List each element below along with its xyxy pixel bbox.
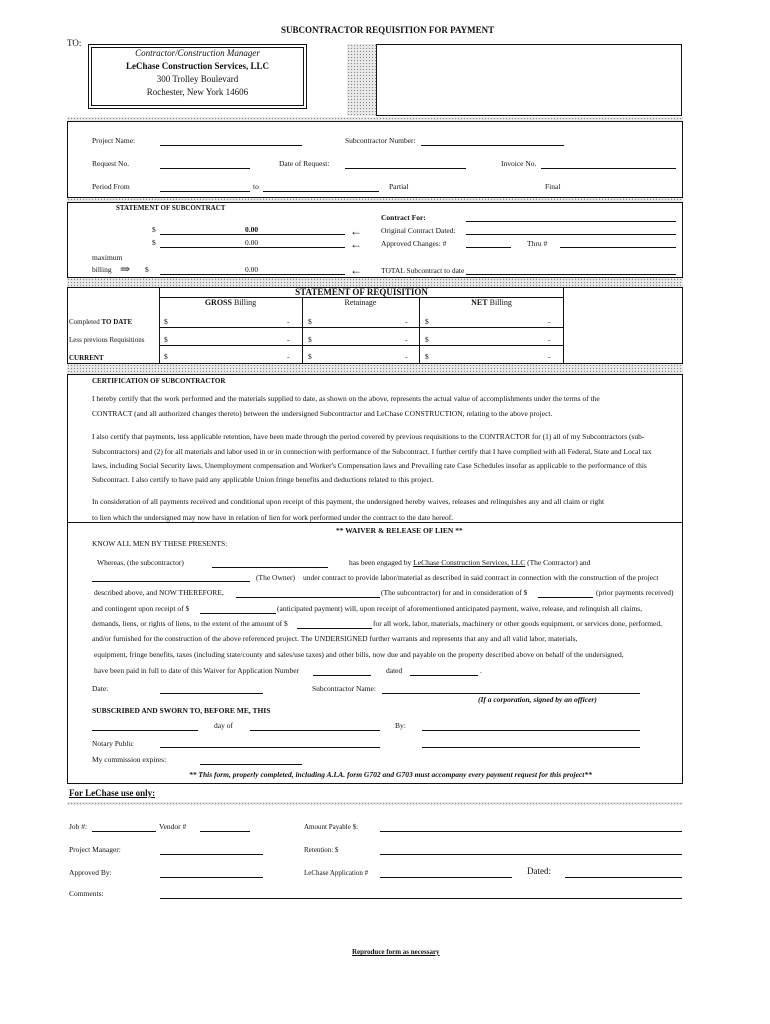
application-label: LeChase Application # [304, 869, 369, 877]
office-use-heading: For LeChase use only: [69, 788, 156, 798]
project-manager-label: Project Manager: [69, 845, 121, 854]
day-field[interactable] [92, 730, 198, 731]
cert-text: Subcontractors) and (2) for all materials and labor used in or in connection with performance of the Subcontract. I further certify that I have complied with all Federal, State and Local tax [92, 447, 652, 456]
furnished-text: and/or furnished for the construction of the above referenced project. The UNDERSIGNED further warrants and represents that any and all valid labor, materials, [92, 634, 578, 643]
col-divider [419, 297, 420, 364]
contract-for-label: Contract For: [381, 213, 426, 222]
date-label: Date: [92, 684, 109, 693]
day-of-label: day of [214, 721, 233, 730]
cell-dollar: $ [425, 352, 429, 361]
address-street: 300 Trolley Boulevard [156, 74, 239, 84]
cert-text: to lien which the undersigned may now have in relation of lien for work performed under the contract to the date hereof. [92, 513, 454, 522]
application-field[interactable] [380, 877, 512, 878]
request-no-label: Request No. [92, 159, 130, 168]
cell-dollar: $ [164, 317, 168, 326]
cell-dollar: $ [308, 317, 312, 326]
period-to-field[interactable] [263, 191, 379, 192]
cell-dollar: $ [308, 352, 312, 361]
approved-changes-field[interactable] [466, 247, 511, 248]
paid-in-full-text: have been paid in full to date of this Waiver for Application Number [94, 666, 300, 675]
date-of-request-label: Date of Request: [279, 159, 330, 168]
vendor-field[interactable] [200, 831, 250, 832]
office-dated-label: Dated: [527, 866, 551, 876]
row1-bold: TO DATE [101, 318, 133, 326]
cert-text: CONTRACT (and all authorized changes thereto) between the undersigned Subcontractor and LeChase CONSTRUCTION, relating to the above project. [92, 409, 553, 418]
cell-dash: - [405, 352, 408, 361]
cell-dash: - [287, 317, 290, 326]
form-title: SUBCONTRACTOR REQUISITION FOR PAYMENT [281, 25, 495, 35]
project-name-field[interactable] [160, 145, 302, 146]
comments-field[interactable] [160, 898, 682, 899]
cell-dollar: $ [425, 317, 429, 326]
sworn-heading: SUBSCRIBED AND SWORN TO, BEFORE ME, THIS [92, 706, 271, 715]
approved-by-field[interactable] [160, 877, 263, 878]
subcontract-total-value: 0.00 [245, 265, 259, 274]
prior-payments-label: (prior payments received) [596, 588, 674, 597]
subcontractor-name-field[interactable] [382, 693, 640, 694]
project-name-label: Project Name: [92, 136, 136, 145]
demands-text: demands, liens, or rights of liens, to the extent of the amount of $ [92, 619, 288, 628]
net-billing-header [419, 298, 564, 307]
subcontractor-name-label: Subcontractor Name: [312, 684, 376, 693]
signature-field[interactable] [422, 730, 640, 731]
cert-text: I hereby certify that the work performed and the materials supplied to date, as shown on the above, represents the actual value of accomplishments under the terms of the [92, 394, 600, 403]
prior-payment-field[interactable] [538, 597, 593, 598]
cell-dash: - [405, 335, 408, 344]
amount-payable-field[interactable] [380, 831, 682, 832]
billing-label: billing [92, 265, 112, 274]
original-contract-label: Original Contract Dated: [381, 226, 456, 235]
request-no-field[interactable] [160, 168, 250, 169]
cell-dash: - [548, 352, 551, 361]
engaged-label [349, 558, 590, 567]
retention-label: Retention: $ [304, 846, 339, 854]
left-arrow-icon: ← [350, 263, 362, 277]
cert-text: Subcontract. I also certify to have paid any applicable Union fringe benefits and deductions related to this project. [92, 475, 434, 484]
cell-dash: - [287, 352, 290, 361]
month-field[interactable] [250, 730, 380, 731]
contractor-text: (The Contractor) and [527, 558, 591, 567]
project-manager-field[interactable] [160, 854, 263, 855]
retainage-header: Retainage [344, 298, 377, 307]
approved-by-label: Approved By: [69, 868, 112, 877]
subcontract-value-2-field[interactable] [160, 247, 345, 248]
thru-field[interactable] [560, 247, 676, 248]
certification-heading: CERTIFICATION OF SUBCONTRACTOR [92, 377, 226, 385]
cell-dollar: $ [164, 352, 168, 361]
dated-label: dated [386, 666, 403, 675]
cell-dollar: $ [425, 335, 429, 344]
comments-label: Comments: [69, 889, 104, 898]
maximum-label: maximum [92, 253, 123, 262]
subcontract-value-2: 0.00 [245, 238, 259, 247]
vendor-label: Vendor # [159, 822, 187, 831]
title-field[interactable] [422, 747, 640, 748]
currency-3: $ [145, 265, 149, 274]
commission-field[interactable] [200, 764, 302, 765]
currency-2: $ [152, 238, 156, 247]
job-field[interactable] [92, 831, 156, 832]
to-label: TO: [67, 38, 82, 48]
by-label: By: [395, 721, 406, 730]
right-arrow-icon: ⇒ [120, 262, 131, 276]
know-all-men: KNOW ALL MEN BY THESE PRESENTS: [92, 539, 228, 548]
requisition-heading: STATEMENT OF REQUISITION [295, 287, 428, 297]
partial-label[interactable]: Partial [389, 182, 409, 191]
col-divider [302, 297, 303, 364]
thru-label: Thru # [527, 239, 548, 248]
date-field[interactable] [160, 693, 263, 694]
subcontract-value-1: 0.00 [245, 225, 259, 234]
cell-dash: - [405, 317, 408, 326]
row-less-previous: Less previous Requisitions [69, 336, 145, 344]
left-arrow-icon: ← [350, 224, 362, 238]
address-company: LeChase Construction Services, LLC [126, 61, 269, 71]
total-subcontract-field[interactable] [466, 274, 676, 275]
engaged-text: has been engaged by [349, 558, 412, 567]
stamp-box[interactable] [376, 44, 682, 116]
subcontract-total-field[interactable] [160, 274, 345, 275]
anticipated-payment-field[interactable] [200, 613, 276, 614]
owner-field[interactable] [92, 581, 250, 582]
section-divider [67, 522, 683, 523]
job-label: Job #: [69, 822, 88, 831]
subcon-consideration: (The subcontractor) for and in consideration of $ [381, 588, 528, 597]
contingent-text: and contingent upon receipt of $ [92, 604, 190, 613]
waiver-dated-field[interactable] [410, 675, 478, 676]
cell-dash: - [287, 335, 290, 344]
row-line [159, 327, 564, 328]
row-line [159, 345, 564, 346]
amount-payable-label: Amount Payable $: [304, 823, 359, 831]
commission-label: My commission expires: [92, 755, 167, 764]
address-role: Contractor/Construction Manager [135, 48, 260, 58]
cert-text: laws, including Social Security laws, Unemployment compensation and Worker's Compensation laws and Prevailing rate Case Schedules insofar as applicable to the performance of this [92, 461, 647, 470]
row-current: CURRENT [69, 354, 104, 362]
period-mark: . [480, 666, 482, 675]
cell-dash: - [548, 317, 551, 326]
gross-bold: GROSS [204, 298, 232, 307]
net-bold: NET [471, 298, 488, 307]
currency-1: $ [152, 225, 156, 234]
notary-field[interactable] [160, 747, 380, 748]
described-text: described above, and NOW THEREFORE, [94, 588, 224, 597]
period-from-field[interactable] [160, 191, 250, 192]
original-contract-field[interactable] [466, 234, 676, 235]
whereas-label: Whereas, (the subcontractor) [97, 558, 184, 567]
address-city: Rochester, New York 14606 [146, 87, 249, 97]
office-dated-field[interactable] [565, 877, 682, 878]
invoice-no-label: Invoice No. [501, 159, 537, 168]
reproduce-note: Reproduce form as necessary [352, 948, 440, 956]
cell-dash: - [548, 335, 551, 344]
divider-hatch [67, 364, 683, 374]
row1-pre: Completed [69, 318, 102, 326]
under-contract-text: under contract to provide labor/material as described in said contract in connection with the construction of the project [303, 573, 659, 582]
row-completed-to-date [69, 318, 132, 326]
cert-text: In consideration of all payments received and conditional upon receipt of this payment, the undersigned hereby waives, releases and relinquishes any and all claim or right [92, 497, 605, 506]
subcontractor-field[interactable] [212, 567, 328, 568]
described-field[interactable] [236, 597, 380, 598]
subcontract-value-1-field[interactable] [160, 234, 345, 235]
project-info-box [67, 121, 683, 198]
left-arrow-icon: ← [350, 237, 362, 251]
contract-for-field[interactable] [466, 221, 676, 222]
divider-hatch [67, 802, 683, 805]
invoice-no-field[interactable] [541, 168, 676, 169]
lien-amount-field[interactable] [297, 628, 372, 629]
anticipated-text: (anticipated payment) will, upon receipt of aforementioned anticipated payment, waive, release, and relinquish all claims, [277, 604, 643, 613]
subcontractor-number-label: Subcontractor Number: [345, 136, 416, 145]
subcontractor-number-field[interactable] [421, 145, 564, 146]
cell-dollar: $ [308, 335, 312, 344]
retention-field[interactable] [380, 854, 682, 855]
equipment-text: equipment, fringe benefits, taxes (including state/county and sales/use taxes) and other bills, now due and payable on the property described above on behalf of the undersigned, [94, 650, 624, 659]
corporation-note: (If a corporation, signed by an officer) [478, 695, 597, 704]
cert-text: I also certify that payments, less applicable retention, have been made through the period covered by previous requisitions to the CONTRACTOR for (1) all of my Subcontractors (sub- [92, 432, 645, 441]
subcontract-heading: STATEMENT OF SUBCONTRACT [116, 204, 226, 212]
waiver-heading: ** WAIVER & RELEASE OF LIEN ** [336, 526, 463, 535]
total-subcontract-label: TOTAL Subcontract to date [381, 266, 465, 275]
owner-label: (The Owner) [256, 573, 295, 582]
period-to-label: to [253, 182, 259, 191]
approved-changes-label: Approved Changes: # [381, 239, 447, 248]
final-label[interactable]: Final [545, 182, 561, 191]
net-rest: Billing [487, 298, 512, 307]
address-hatch [347, 44, 376, 116]
cell-dollar: $ [164, 335, 168, 344]
date-of-request-field[interactable] [345, 168, 466, 169]
notary-label: Notary Public [92, 739, 134, 748]
for-all-work-text: for all work, labor, materials, machinery or other goods equipment, or services done, performed, [373, 619, 662, 628]
subcontract-box [67, 202, 683, 278]
gross-rest: Billing [231, 298, 257, 307]
application-number-field[interactable] [313, 675, 371, 676]
divider-hatch [67, 278, 683, 287]
footer-note: ** This form, properly completed, including A.I.A. form G702 and G703 must accompany every payment request for this project** [189, 770, 592, 779]
gross-billing-header [159, 298, 302, 307]
period-from-label: Period From [92, 182, 130, 191]
lechase-text: LeChase Construction Services, LLC [413, 558, 526, 567]
